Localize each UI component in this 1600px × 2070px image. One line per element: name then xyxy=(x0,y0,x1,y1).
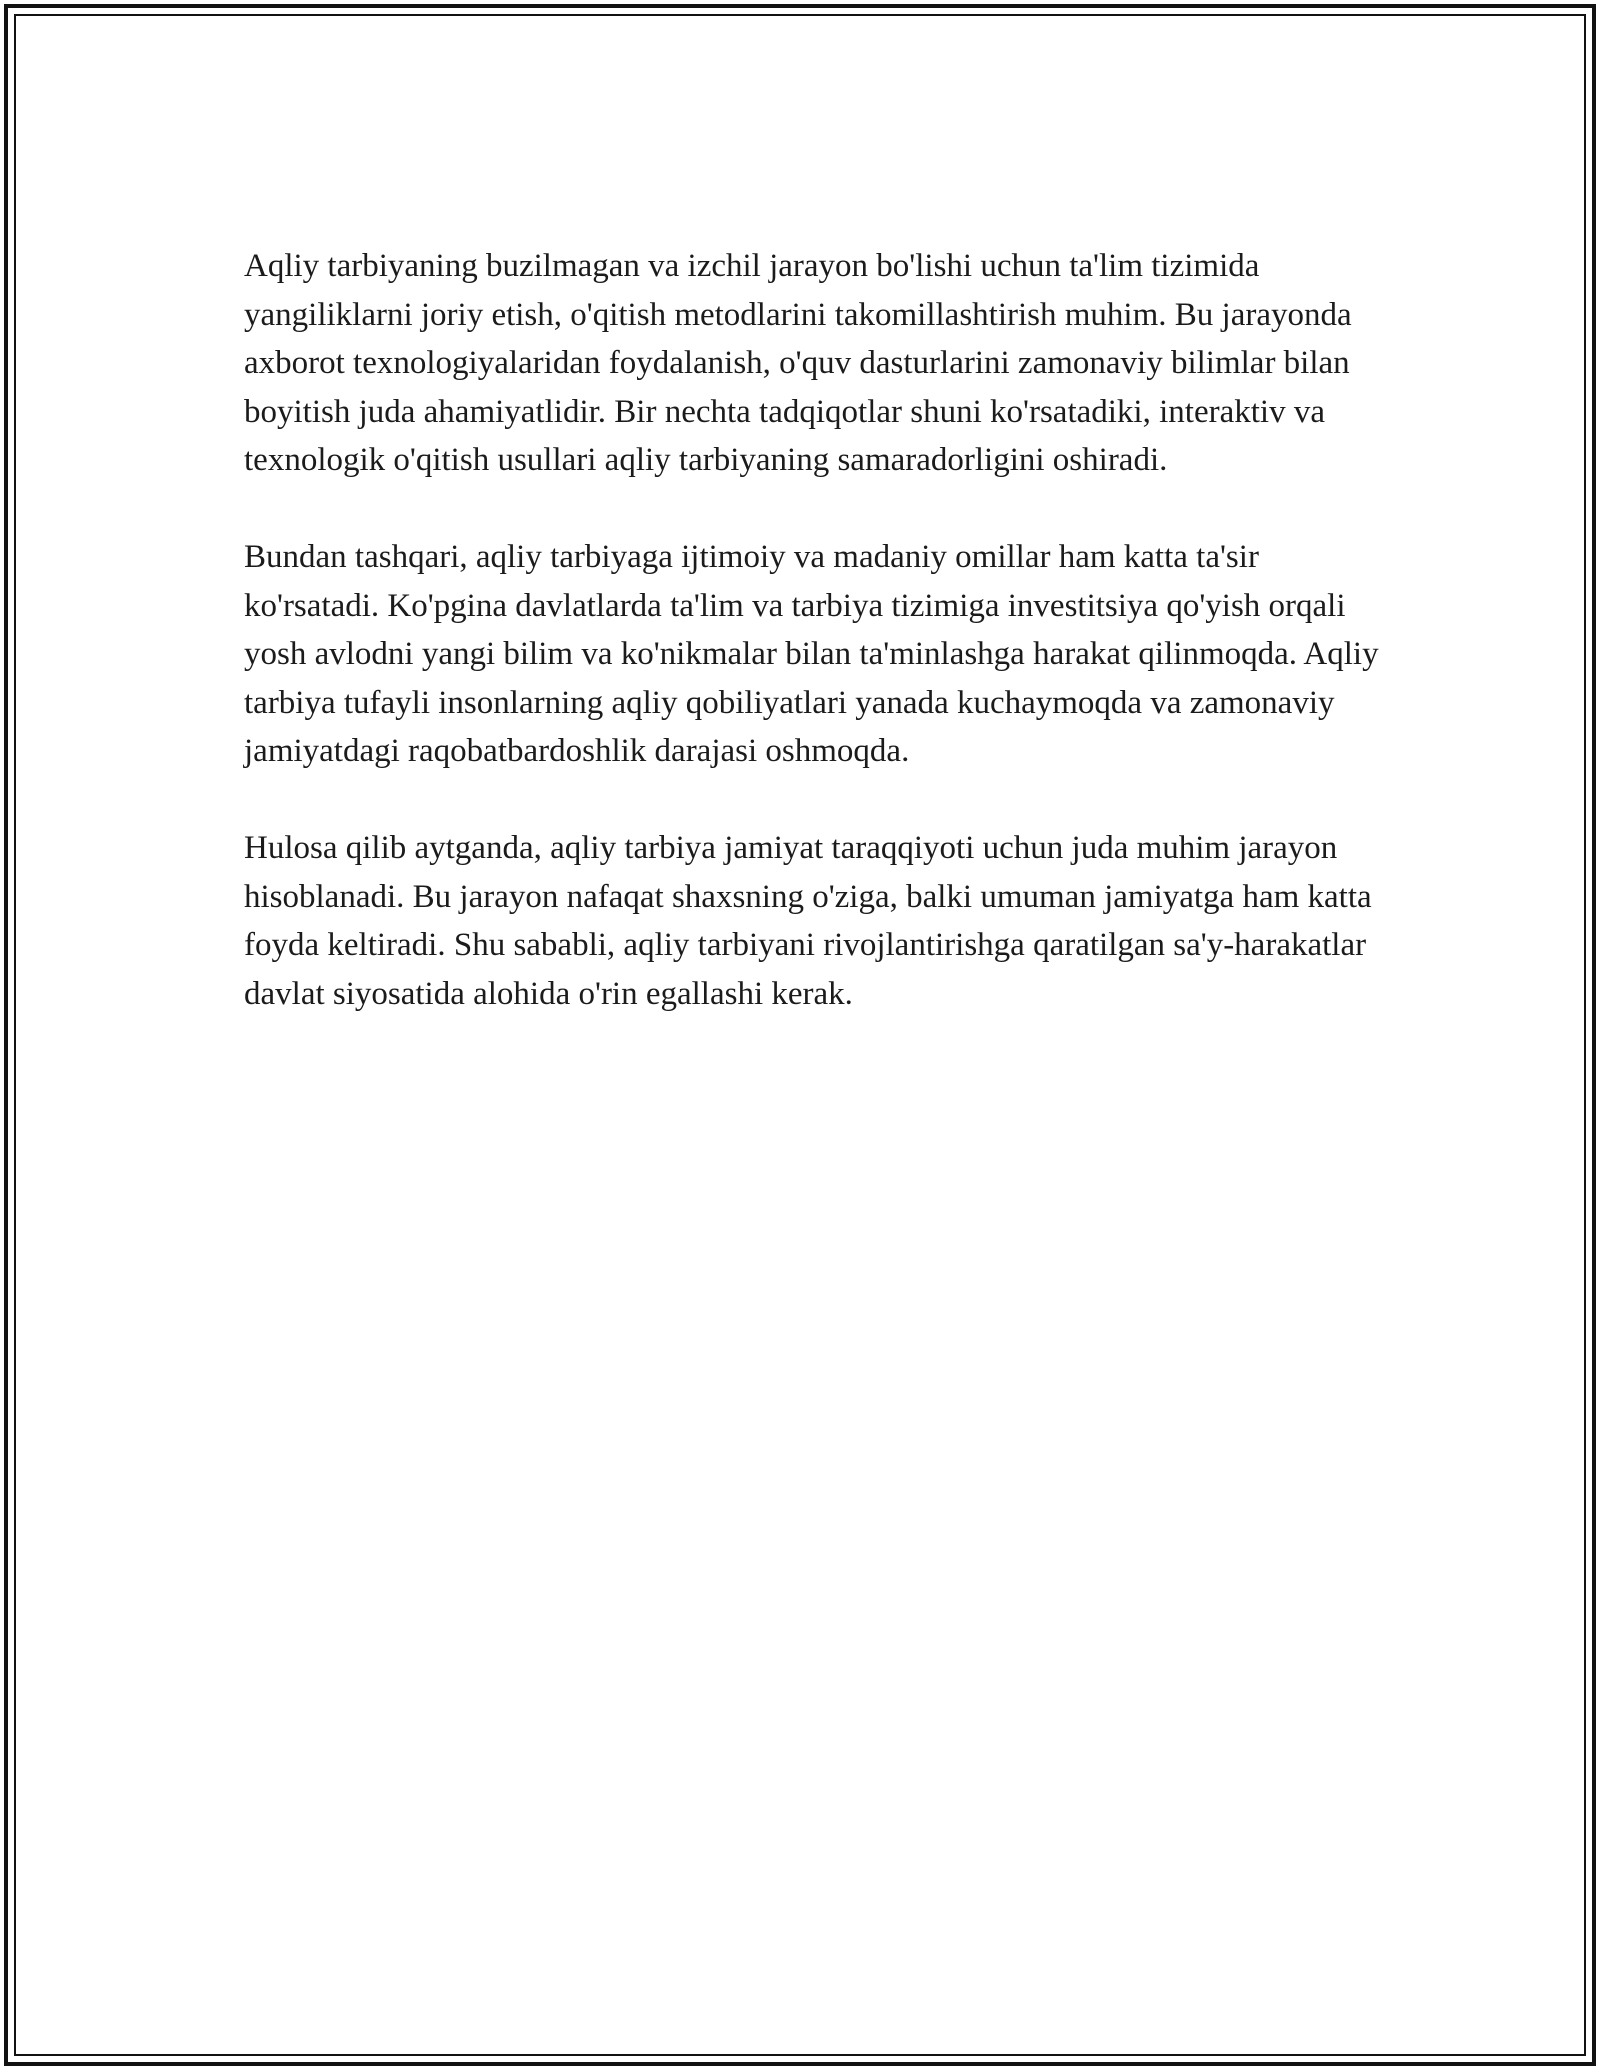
paragraph-2: Bundan tashqari, aqliy tarbiyaga ijtimoiy va madaniy omillar ham katta ta'sir ko'rsatadi. Ko'pgina davlatlarda ta'lim va tarbiya tizimiga investitsiya qo'yish orqali yosh avlodni yangi bilim va ko'nikmalar bilan ta'minlashga harakat qilinmoqda. Aqliy tarbiya tufayli insonlarning aqliy qobiliyatlari yanada kuchaymoqda va zamonaviy jamiyatdagi raqobatbardoshlik darajasi oshmoqda. xyxy=(244,539,1379,769)
document-body xyxy=(244,242,1394,1067)
paragraph-1: Aqliy tarbiyaning buzilmagan va izchil jarayon bo'lishi uchun ta'lim tizimida yangiliklarni joriy etish, o'qitish metodlarini takomillashtirish muhim. Bu jarayonda axborot texnologiyalaridan foydalanish, o'quv dasturlarini zamonaviy bilimlar bilan boyitish juda ahamiyatlidir. Bir nechta tadqiqotlar shuni ko'rsatadiki, interaktiv va texnologik o'qitish usullari aqliy tarbiyaning samaradorligini oshiradi. xyxy=(244,248,1352,478)
page-border xyxy=(4,4,1596,2066)
paragraph-3: Hulosa qilib aytganda, aqliy tarbiya jamiyat taraqqiyoti uchun juda muhim jarayon hisoblanadi. Bu jarayon nafaqat shaxsning o'ziga, balki umuman jamiyatga ham katta foyda keltiradi. Shu sababli, aqliy tarbiyani rivojlantirishga qaratilgan sa'y-harakatlar davlat siyosatida alohida o'rin egallashi kerak. xyxy=(244,830,1372,1012)
